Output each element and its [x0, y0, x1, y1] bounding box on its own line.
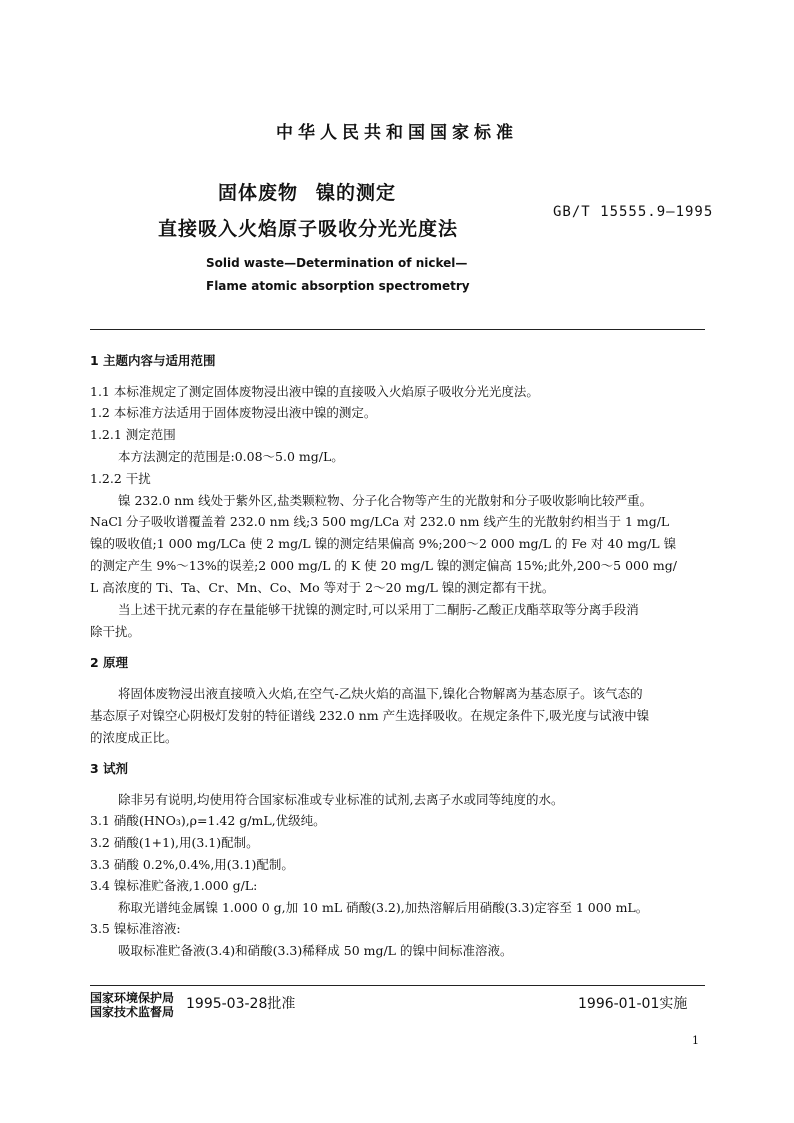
section-1-heading: 1 主题内容与适用范围	[90, 353, 216, 368]
document-title-line1	[218, 178, 396, 205]
interference-paragraph-line: L 高浓度的 Ti、Ta、Cr、Mn、Co、Mo 等对于 2～20 mg/L 镍的测定都有干扰。	[90, 580, 555, 595]
english-title-line1: Solid waste—Determination of nickel—	[206, 256, 468, 270]
clause-1-2: 1.2 本标准方法适用于固体废物浸出液中镍的测定。	[90, 405, 377, 420]
clause-3-4: 3.4 镍标准贮备液,1.000 g/L:	[90, 878, 258, 893]
interference-paragraph-line: 的测定产生 9%～13%的误差;2 000 mg/L 的 K 使 20 mg/L 镍的测定偏高 15%;此外,200～5 000 mg/	[90, 558, 678, 573]
page-number: 1	[692, 1034, 699, 1047]
title-part-solid-waste: 固体废物	[218, 182, 299, 204]
clause-3-5: 3.5 镍标准溶液:	[90, 921, 181, 936]
interference-removal-line: 除干扰。	[90, 624, 141, 639]
reagents-intro: 除非另有说明,均使用符合国家标准或专业标准的试剂,去离子水或同等纯度的水。	[118, 792, 564, 807]
clause-3-2: 3.2 硝酸(1+1),用(3.1)配制。	[90, 835, 259, 850]
interference-paragraph-line: NaCl 分子吸收谱覆盖着 232.0 nm 线;3 500 mg/LCa 对 232.0 nm 线产生的光散射约相当于 1 mg/L	[90, 514, 670, 529]
clause-1-2-2: 1.2.2 干扰	[90, 471, 151, 486]
national-standard-heading: 中华人民共和国国家标准	[276, 123, 518, 143]
clause-1-1: 1.1 本标准规定了测定固体废物浸出液中镍的直接吸入火焰原子吸收分光光度法。	[90, 384, 539, 399]
interference-paragraph-line: 镍 232.0 nm 线处于紫外区,盐类颗粒物、分子化合物等产生的光散射和分子吸收影响比较严重。	[118, 493, 653, 508]
header-divider	[90, 329, 705, 330]
document-title-line2: 直接吸入火焰原子吸收分光光度法	[158, 218, 459, 240]
clause-1-2-1-text: 本方法测定的范围是:0.08～5.0 mg/L。	[118, 449, 344, 464]
principle-line: 的浓度成正比。	[90, 730, 178, 745]
interference-paragraph-line: 镍的吸收值;1 000 mg/LCa 使 2 mg/L 镍的测定结果偏高 9%;200～2 000 mg/L 的 Fe 对 40 mg/L 镍	[90, 536, 677, 551]
footer-divider	[90, 985, 705, 986]
english-title-line2: Flame atomic absorption spectrometry	[206, 279, 470, 293]
issuing-org-2: 国家技术监督局	[90, 1005, 175, 1019]
principle-line: 基态原子对镍空心阴极灯发射的特征谱线 232.0 nm 产生选择吸收。在规定条件下,吸光度与试液中镍	[90, 708, 650, 723]
clause-3-1: 3.1 硝酸(HNO₃),ρ=1.42 g/mL,优级纯。	[90, 813, 326, 828]
interference-removal-line: 当上述干扰元素的存在量能够干扰镍的测定时,可以采用丁二酮肟-乙酸正戊酯萃取等分离手段消	[118, 602, 639, 617]
title-part-nickel: 镍的测定	[316, 182, 397, 204]
approval-date: 1995-03-28批准	[186, 996, 296, 1012]
clause-3-5-text: 吸取标准贮备液(3.4)和硝酸(3.3)稀释成 50 mg/L 的镍中间标准溶液。	[118, 943, 513, 958]
clause-1-2-1: 1.2.1 测定范围	[90, 427, 176, 442]
principle-line: 将固体废物浸出液直接喷入火焰,在空气-乙炔火焰的高温下,镍化合物解离为基态原子。该气态的	[118, 686, 643, 701]
clause-3-4-text: 称取光谱纯金属镍 1.000 0 g,加 10 mL 硝酸(3.2),加热溶解后用硝酸(3.3)定容至 1 000 mL。	[118, 900, 649, 915]
standard-code: GB/T 15555.9—1995	[553, 204, 714, 220]
clause-3-3: 3.3 硝酸 0.2%,0.4%,用(3.1)配制。	[90, 857, 294, 872]
section-2-heading: 2 原理	[90, 655, 129, 670]
section-3-heading: 3 试剂	[90, 761, 129, 776]
issuing-org-1: 国家环境保护局	[90, 991, 175, 1005]
implementation-date: 1996-01-01实施	[578, 996, 688, 1012]
